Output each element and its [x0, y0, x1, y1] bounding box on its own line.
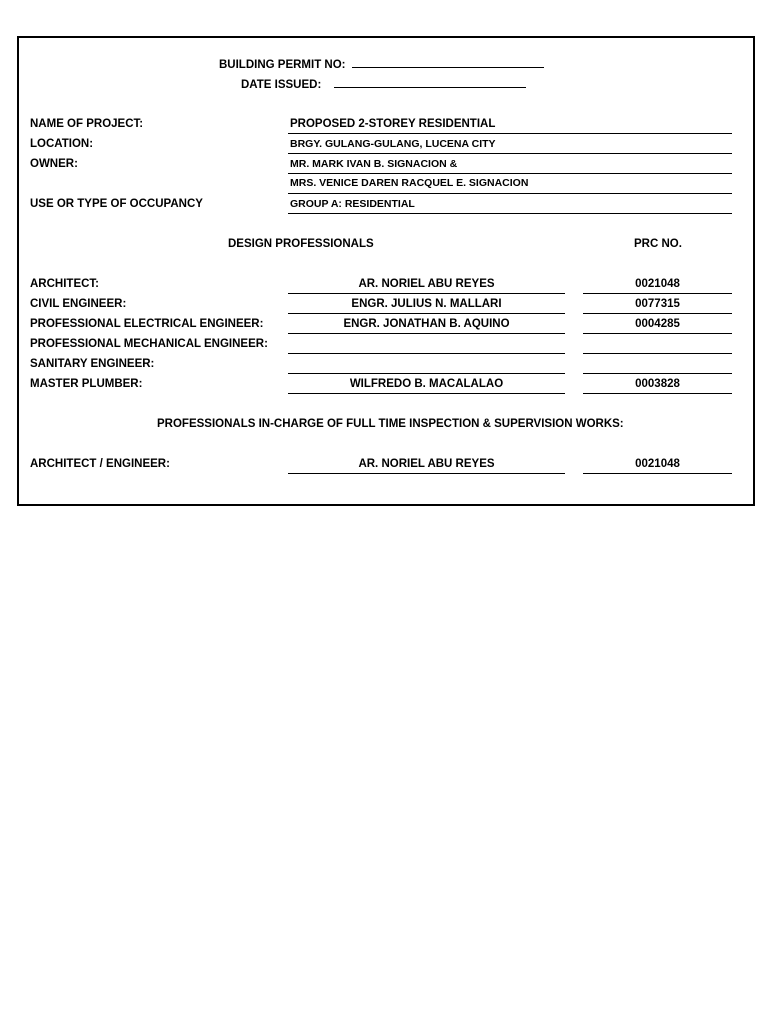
architect-engineer-name-line — [288, 473, 565, 474]
project-name-value: PROPOSED 2-STOREY RESIDENTIAL — [290, 118, 496, 130]
date-issued-blank — [334, 76, 526, 88]
architect-label: ARCHITECT: — [30, 278, 99, 290]
project-name-label: NAME OF PROJECT: — [30, 118, 144, 130]
location-label: LOCATION: — [30, 138, 94, 150]
master-plumber-prc-line — [583, 393, 732, 394]
occupancy-label: USE OR TYPE OF OCCUPANCY — [30, 198, 203, 210]
mechanical-engineer-label: PROFESSIONAL MECHANICAL ENGINEER: — [30, 338, 268, 350]
electrical-engineer-prc: 0004285 — [635, 318, 680, 330]
electrical-engineer-name-line — [288, 333, 565, 334]
sanitary-engineer-name-line — [288, 373, 565, 374]
owner-value-1: MR. MARK IVAN B. SIGNACION & — [290, 158, 458, 170]
owner-label: OWNER: — [30, 158, 78, 170]
civil-engineer-name-line — [288, 313, 565, 314]
architect-prc-line — [583, 293, 732, 294]
master-plumber-label: MASTER PLUMBER: — [30, 378, 143, 390]
architect-prc: 0021048 — [635, 278, 680, 290]
architect-engineer-prc-line — [583, 473, 732, 474]
mechanical-engineer-prc-line — [583, 353, 732, 354]
permit-card — [17, 36, 755, 506]
occupancy-value: GROUP A: RESIDENTIAL — [290, 198, 415, 210]
master-plumber-name-line — [288, 393, 565, 394]
design-professionals-heading: DESIGN PROFESSIONALS — [228, 238, 374, 250]
electrical-engineer-prc-line — [583, 333, 732, 334]
location-line — [288, 153, 732, 154]
sanitary-engineer-prc-line — [583, 373, 732, 374]
civil-engineer-prc-line — [583, 313, 732, 314]
architect-name: AR. NORIEL ABU REYES — [358, 278, 495, 290]
architect-engineer-name: AR. NORIEL ABU REYES — [358, 458, 495, 470]
master-plumber-prc: 0003828 — [635, 378, 680, 390]
architect-name-line — [288, 293, 565, 294]
date-issued-label: DATE ISSUED: — [241, 79, 322, 91]
master-plumber-name: WILFREDO B. MACALALAO — [349, 378, 504, 390]
building-permit-label: BUILDING PERMIT NO: — [219, 59, 346, 71]
location-value: BRGY. GULANG-GULANG, LUCENA CITY — [290, 138, 496, 150]
occupancy-line — [288, 213, 732, 214]
sanitary-engineer-label: SANITARY ENGINEER: — [30, 358, 155, 370]
architect-engineer-label: ARCHITECT / ENGINEER: — [30, 458, 170, 470]
date-issued-field — [241, 76, 526, 92]
civil-engineer-prc: 0077315 — [635, 298, 680, 310]
mechanical-engineer-name-line — [288, 353, 565, 354]
project-name-line — [288, 133, 732, 134]
civil-engineer-name: ENGR. JULIUS N. MALLARI — [351, 298, 502, 310]
prc-no-heading: PRC NO. — [634, 238, 682, 250]
owner-line-1 — [288, 173, 732, 174]
owner-value-2: MRS. VENICE DAREN RACQUEL E. SIGNACION — [290, 177, 529, 189]
electrical-engineer-label: PROFESSIONAL ELECTRICAL ENGINEER: — [30, 318, 264, 330]
civil-engineer-label: CIVIL ENGINEER: — [30, 298, 127, 310]
building-permit-blank — [352, 56, 544, 68]
owner-line-2 — [288, 193, 732, 194]
building-permit-field — [219, 56, 544, 72]
inspection-heading: PROFESSIONALS IN-CHARGE OF FULL TIME INSPECTION & SUPERVISION WORKS: — [157, 418, 624, 430]
electrical-engineer-name: ENGR. JONATHAN B. AQUINO — [343, 318, 510, 330]
architect-engineer-prc: 0021048 — [635, 458, 680, 470]
